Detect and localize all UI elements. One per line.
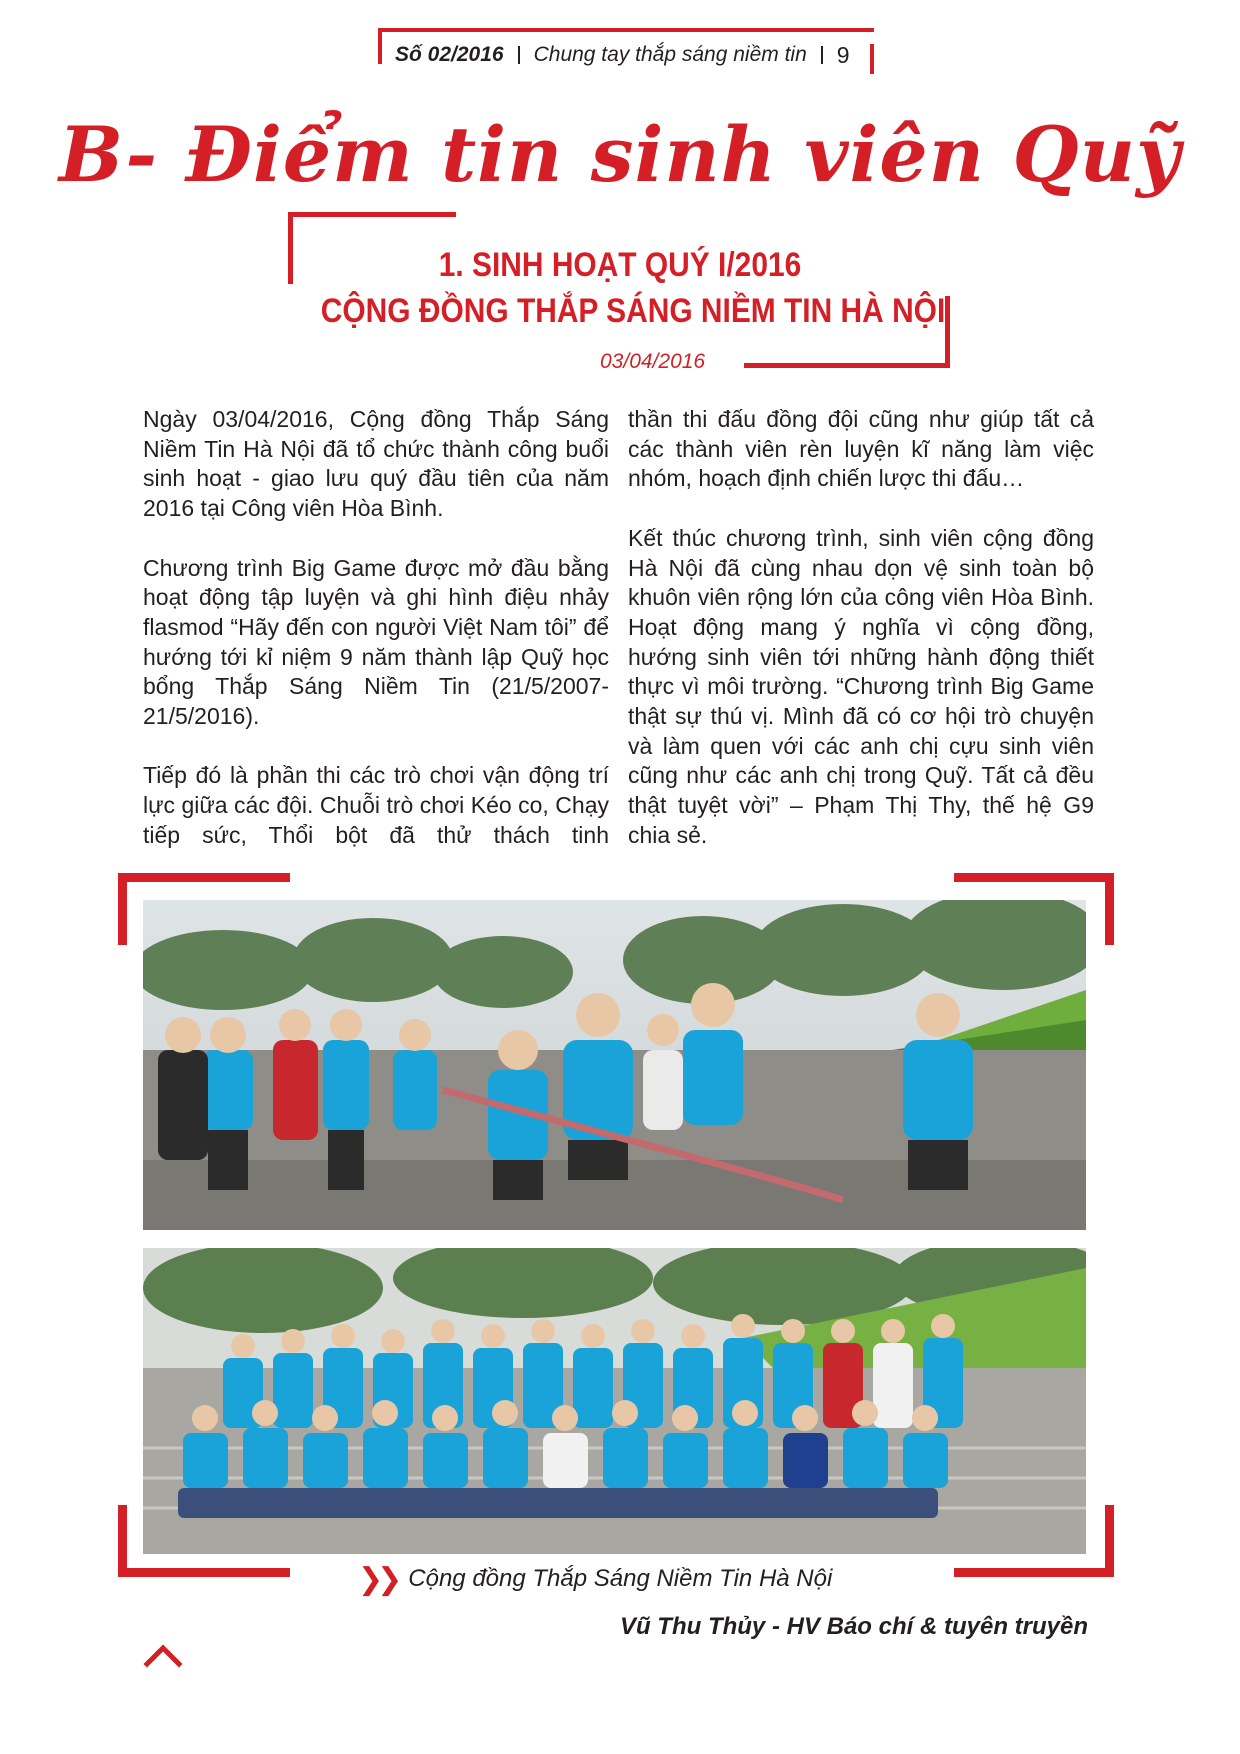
photo-frame-top-left-v — [118, 873, 127, 945]
photo-frame-bottom-left-h — [118, 1568, 290, 1577]
photo-frame-top-right-h — [954, 873, 1114, 882]
heading-frame-bottom — [744, 363, 950, 368]
magazine-name: Chung tay thắp sáng niềm tin — [533, 43, 807, 66]
header-separator — [518, 46, 520, 64]
caption-text: Cộng đồng Thắp Sáng Niềm Tin Hà Nội — [408, 1565, 833, 1592]
header-rule-left — [378, 28, 382, 64]
photo-frame-top-left-h — [118, 873, 290, 882]
left-column — [143, 405, 609, 880]
photo-tug-of-war — [143, 900, 1086, 1230]
photo-frame-top-right-v — [1105, 873, 1114, 945]
article-heading-line-2: CỘNG ĐỒNG THẮP SÁNG NIỀM TIN HÀ NỘI — [320, 292, 946, 330]
paragraph: Tiếp đó là phần thi các trò chơi vận động trí lực giữa các đội. Chuỗi trò chơi Kéo co, Chạy tiếp sức, Thổi bột đã thử thách tinh — [143, 762, 609, 848]
right-column — [628, 405, 1094, 880]
paragraph: Kết thúc chương trình, sinh viên cộng đồng Hà Nội đã cùng nhau dọn vệ sinh toàn bộ khuôn viên rộng lớn của công viên Hòa Bình. Hoạt động mang ý nghĩa vì cộng đồng, hướng sinh viên tới những hành động thiết thực vì môi trường. “Chương trình Big Game thật sự thú vị. Mình đã có cơ hội trò chuyện và làm quen với các anh chị cựu sinh viên cũng như các anh chị trong Quỹ. Tất cả đều thật tuyệt vời” – Phạm Thị Thy, thế hệ G9 chia sẻ. — [628, 524, 1094, 848]
running-header — [395, 40, 850, 70]
chevron-up-icon[interactable] — [143, 1642, 183, 1673]
article-date: 03/04/2016 — [600, 350, 706, 373]
paragraph: thần thi đấu đồng đội cũng như giúp tất cả các thành viên rèn luyện kĩ năng làm việc nhóm, hoạch định chiến lược thi đấu… — [628, 406, 1094, 492]
article-heading-line-1: 1. SINH HOẠT QUÝ I/2016 — [438, 246, 802, 284]
double-chevron-right-icon: ❯❯ — [358, 1562, 397, 1596]
paragraph: Chương trình Big Game được mở đầu bằng hoạt động tập luyện và ghi hình điệu nhảy flasmod “Hãy đến con người Việt Nam tôi” để hướng tới kỉ niệm 9 năm thành lập Quỹ học bổng Thắp Sáng Niềm Tin (21/5/2007- 21/5/2016). — [143, 554, 609, 730]
heading-frame-top — [288, 212, 456, 217]
article-author: Vũ Thu Thủy - HV Báo chí & tuyên truyền — [619, 1613, 1088, 1640]
header-rule-top — [378, 28, 874, 32]
header-rule-right — [870, 44, 874, 74]
heading-frame-left — [288, 212, 293, 284]
photo-frame-bottom-left-v — [118, 1505, 127, 1577]
header-separator — [821, 46, 823, 64]
issue-number: Số 02/2016 — [395, 43, 504, 66]
page-number: 9 — [836, 41, 850, 68]
page-title: B- Điểm tin sinh viên Quỹ — [58, 110, 1182, 199]
photo-frame-bottom-right-v — [1105, 1505, 1114, 1577]
photo-group — [143, 1248, 1086, 1554]
heading-frame-right — [945, 296, 950, 368]
photo-caption — [358, 1563, 832, 1595]
paragraph: Ngày 03/04/2016, Cộng đồng Thắp Sáng Niềm Tin Hà Nội đã tổ chức thành công buổi sinh hoạt - giao lưu quý đầu tiên của năm 2016 tại Công viên Hòa Bình. — [143, 406, 609, 522]
photo-frame-bottom-right-h — [954, 1568, 1114, 1577]
